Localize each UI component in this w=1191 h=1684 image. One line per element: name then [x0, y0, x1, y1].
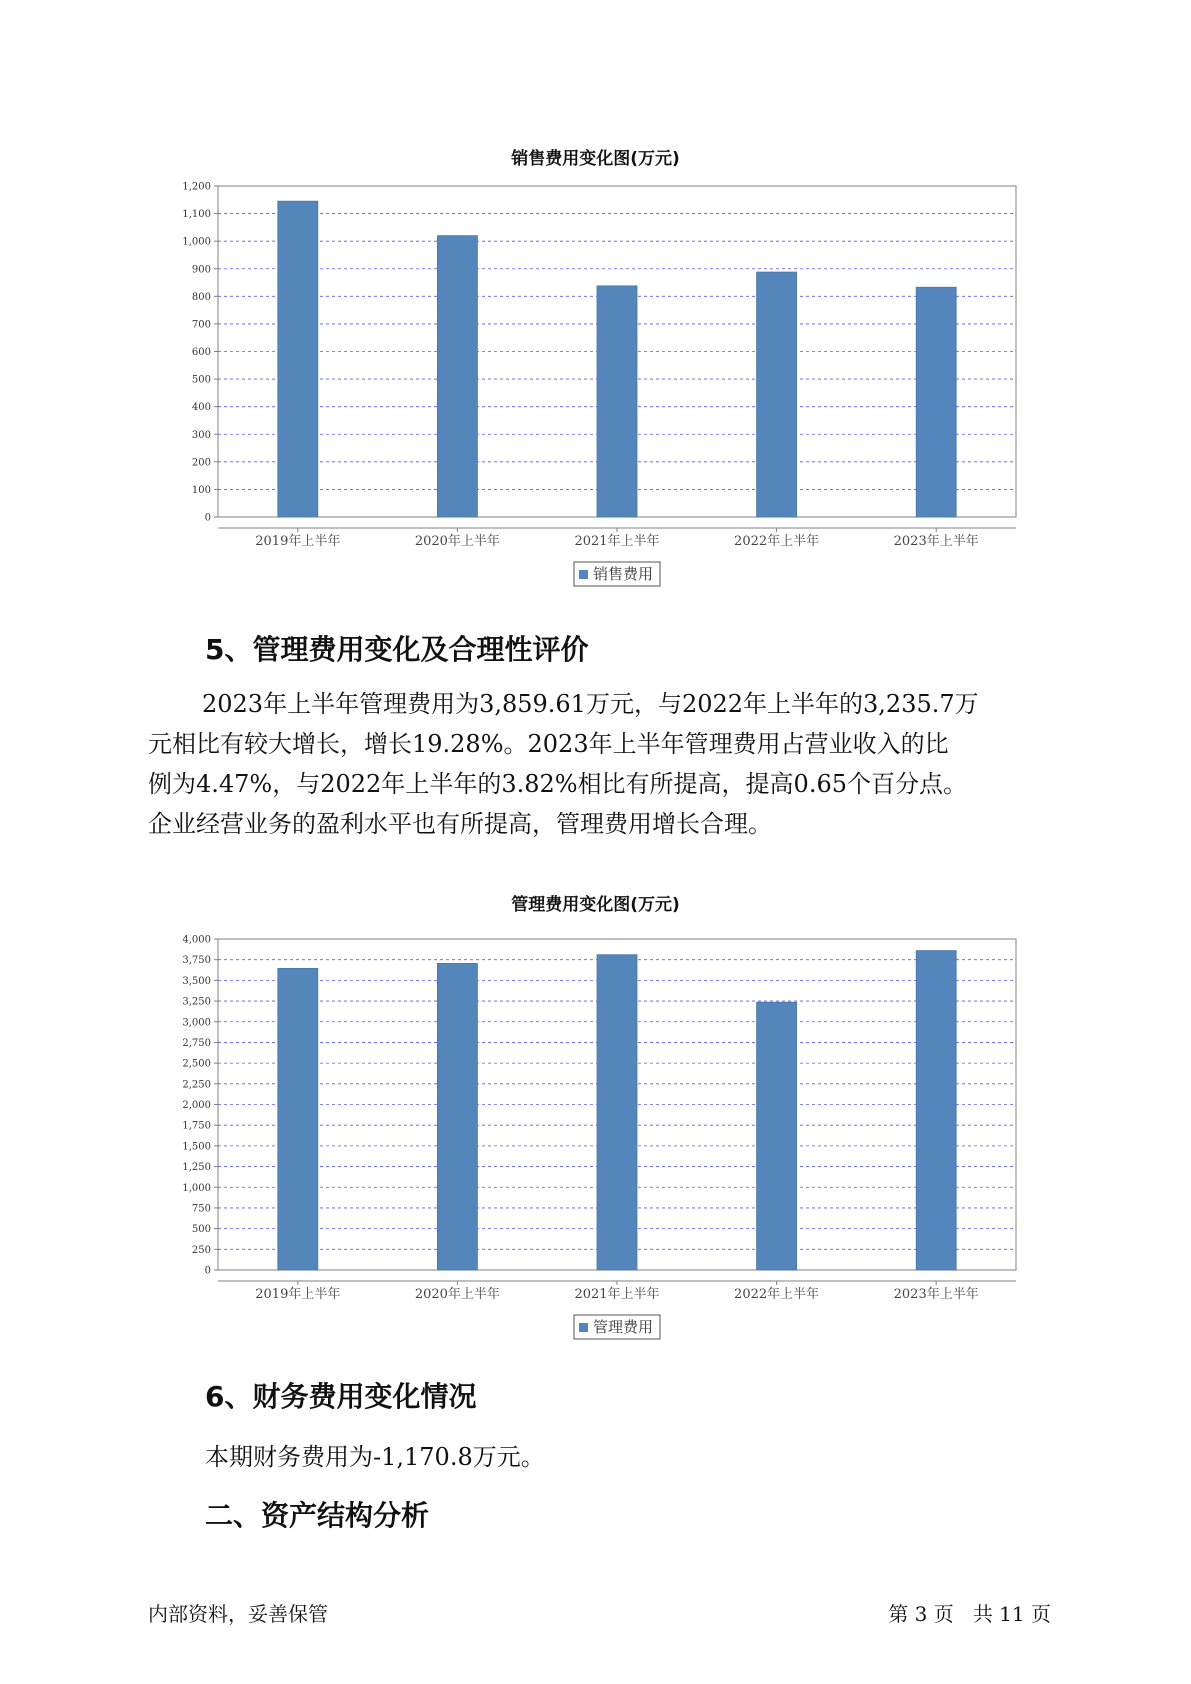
y-tick-label: 100 — [191, 484, 211, 496]
x-tick-label: 2019年上半年 — [255, 534, 341, 549]
y-tick-label: 2,250 — [182, 1079, 211, 1091]
y-tick-label: 200 — [191, 457, 211, 469]
footer-left: 内部资料，妥善保管 — [148, 1602, 328, 1626]
legend-swatch — [579, 1323, 588, 1332]
y-tick-label: 1,200 — [182, 181, 211, 193]
x-tick-label: 2022年上半年 — [734, 1287, 820, 1302]
y-tick-label: 800 — [191, 291, 211, 303]
bar — [278, 968, 318, 1270]
y-tick-label: 1,000 — [182, 1182, 211, 1194]
x-tick-label: 2021年上半年 — [574, 1287, 660, 1302]
legend-label: 销售费用 — [593, 565, 654, 583]
x-tick-label: 2020年上半年 — [414, 534, 500, 549]
footer-page-number: 第 3 页 共 11 页 — [888, 1602, 1051, 1626]
y-tick-label: 300 — [191, 429, 211, 441]
y-tick-label: 1,000 — [182, 236, 211, 248]
y-tick-label: 400 — [191, 402, 211, 414]
y-tick-label: 700 — [191, 319, 211, 331]
y-tick-label: 1,500 — [182, 1141, 211, 1153]
legend — [574, 1315, 660, 1339]
y-tick-label: 2,500 — [182, 1058, 211, 1070]
y-tick-label: 750 — [191, 1203, 211, 1215]
x-tick-label: 2022年上半年 — [734, 534, 820, 549]
bar — [916, 951, 956, 1270]
legend-label: 管理费用 — [593, 1318, 654, 1336]
x-tick-label: 2019年上半年 — [255, 1287, 341, 1302]
y-tick-label: 2,750 — [182, 1037, 211, 1049]
section-6-text: 本期财务费用为-1,170.8万元。 — [205, 1443, 545, 1471]
y-tick-label: 900 — [191, 264, 211, 276]
section-6-heading: 6、财务费用变化情况 — [205, 1380, 477, 1413]
x-tick-label: 2023年上半年 — [893, 534, 979, 549]
y-tick-label: 2,000 — [182, 1100, 211, 1111]
section-5-heading: 5、管理费用变化及合理性评价 — [205, 633, 589, 666]
bar — [757, 1002, 797, 1270]
sales-chart-title: 销售费用变化图(万元) — [511, 149, 680, 169]
paragraph-line: 企业经营业务的盈利水平也有所提高，管理费用增长合理。 — [148, 810, 772, 838]
y-tick-label: 1,100 — [182, 209, 211, 221]
y-tick-label: 3,250 — [182, 996, 211, 1008]
y-tick-label: 600 — [191, 347, 211, 358]
x-tick-label: 2023年上半年 — [893, 1287, 979, 1302]
y-tick-label: 1,250 — [182, 1162, 211, 1174]
section-two-heading: 二、资产结构分析 — [205, 1499, 430, 1532]
x-tick-label: 2021年上半年 — [574, 534, 660, 549]
mgmt-chart-title: 管理费用变化图(万元) — [511, 895, 680, 915]
x-tick-label: 2020年上半年 — [414, 1287, 500, 1302]
bar — [437, 963, 477, 1270]
paragraph-line: 2023年上半年管理费用为3,859.61万元，与2022年上半年的3,235.7万 — [202, 690, 979, 718]
y-tick-label: 4,000 — [182, 934, 211, 946]
paragraph-line: 元相比有较大增长，增长19.28%。2023年上半年管理费用占营业收入的比 — [148, 730, 949, 758]
bar — [597, 955, 637, 1270]
y-tick-label: 3,000 — [182, 1017, 211, 1029]
y-tick-label: 3,750 — [182, 955, 211, 967]
y-tick-label: 3,500 — [182, 975, 211, 987]
y-tick-label: 0 — [204, 512, 211, 524]
y-tick-label: 500 — [191, 1224, 211, 1236]
y-tick-label: 250 — [191, 1244, 211, 1256]
paragraph-line: 例为4.47%，与2022年上半年的3.82%相比有所提高，提高0.65个百分点。 — [148, 770, 967, 798]
y-tick-label: 500 — [191, 374, 211, 386]
y-tick-label: 0 — [204, 1265, 211, 1277]
y-tick-label: 1,750 — [182, 1120, 211, 1132]
